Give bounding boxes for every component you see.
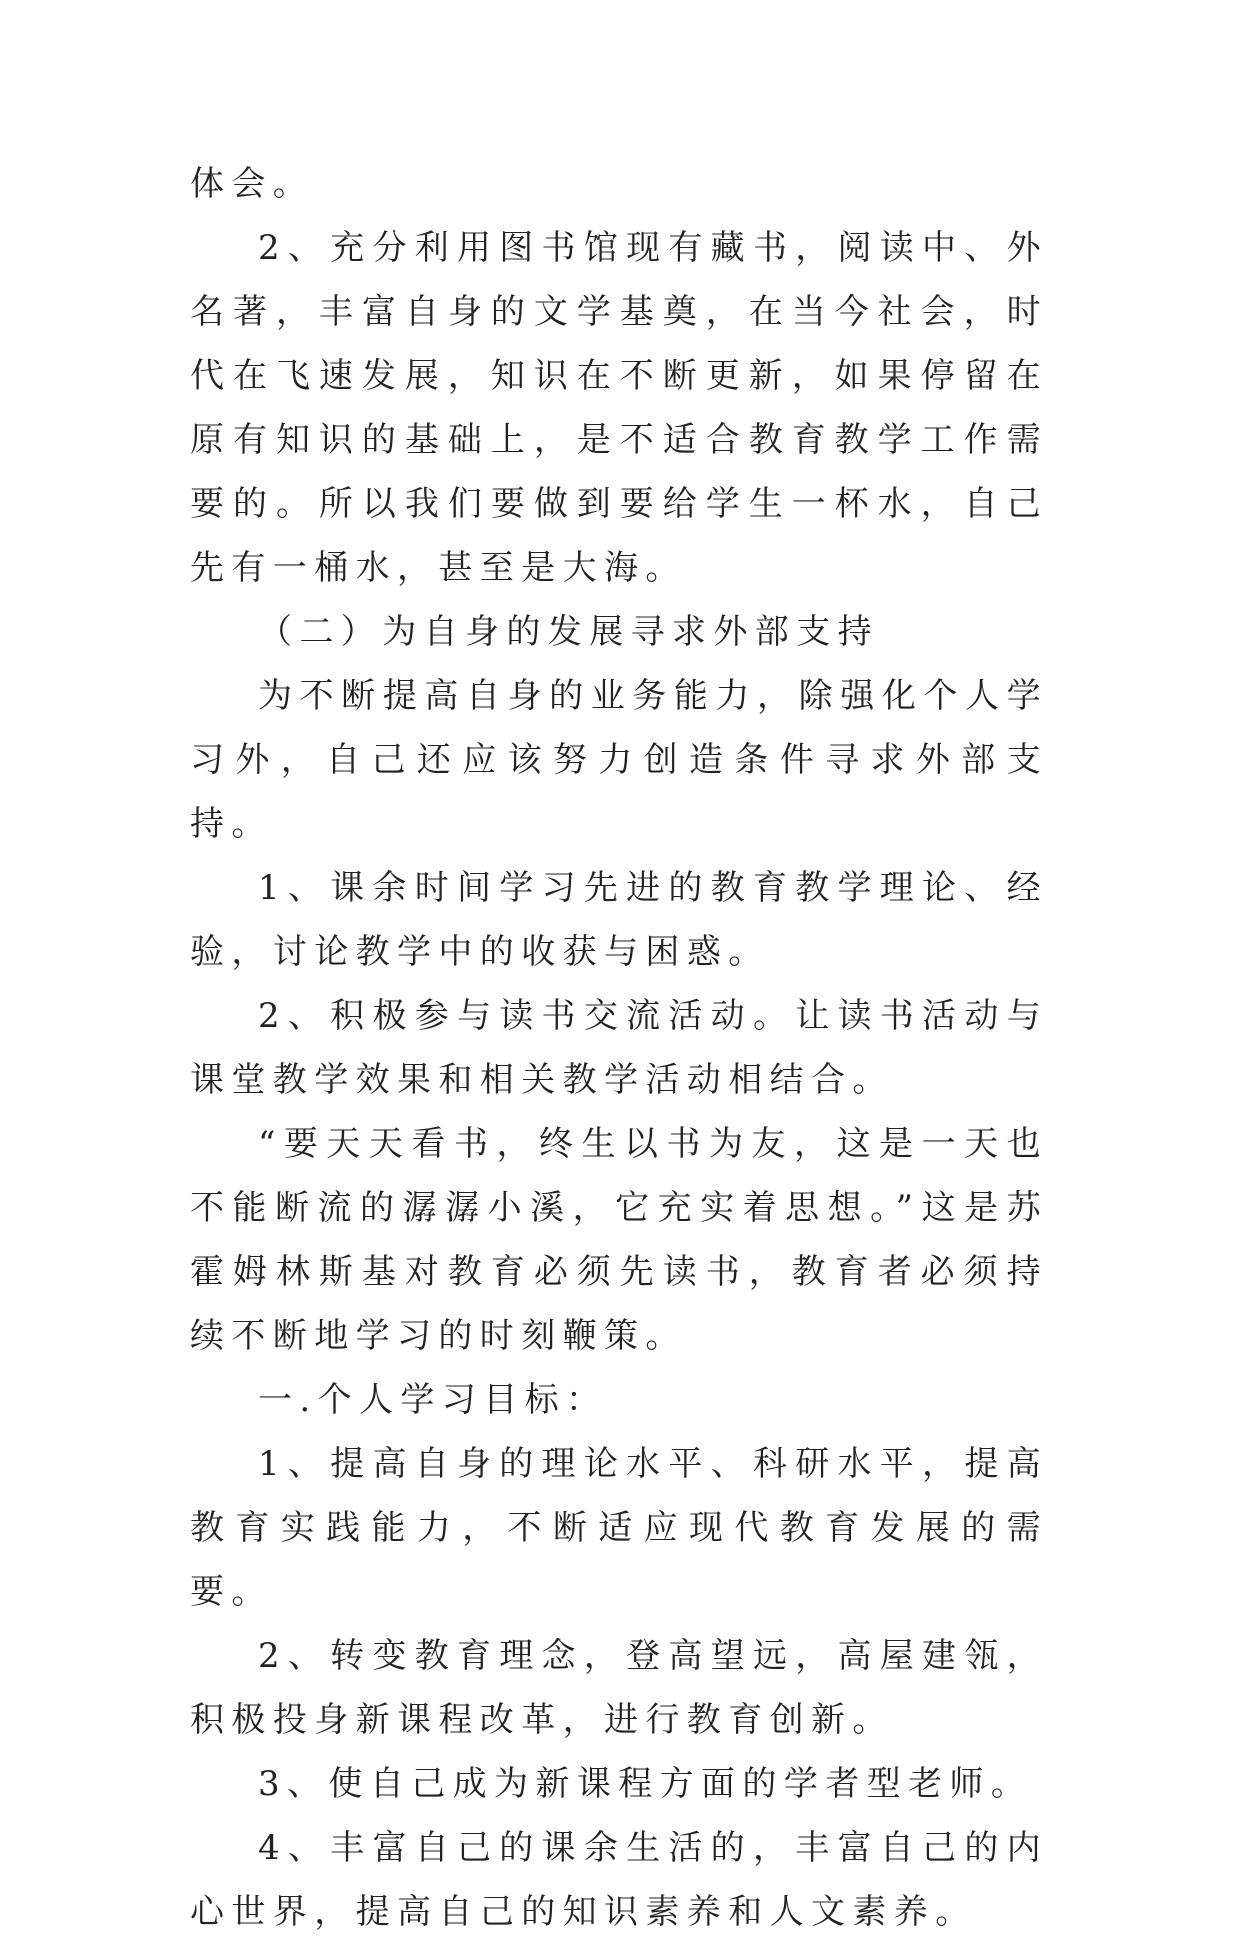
paragraph-external-support-intro: 为不断提高自身的业务能力，除强化个人学习外，自己还应该努力创造条件寻求外部支持。 (190, 676, 1048, 844)
paragraph-item-1-study: 1、课余时间学习先进的教育教学理论、经验，讨论教学中的收获与困惑。 (190, 868, 1048, 972)
section-heading-external-support: （二）为自身的发展寻求外部支持 (258, 612, 879, 652)
paragraph-item-2-reading-exchange: 2、积极参与读书交流活动。让读书活动与课堂教学效果和相关教学活动相结合。 (190, 996, 1048, 1100)
paragraph-goal-2: 2、转变教育理念，登高望远，高屋建瓴，积极投身新课程改革，进行教育创新。 (190, 1636, 1048, 1740)
paragraph-continuation: 体会。 (190, 164, 315, 204)
paragraph-quote: “要天天看书，终生以书为友，这是一天也不能断流的潺潺小溪，它充实着思想。”这是苏霍姆林斯基对教育必须先读书，教育者必须持续不断地学习的时刻鞭策。 (190, 1124, 1048, 1356)
paragraph-goal-1: 1、提高自身的理论水平、科研水平，提高教育实践能力，不断适应现代教育发展的需要。 (190, 1444, 1048, 1612)
document-body (190, 152, 1048, 1944)
section-heading-learning-goals: 一.个人学习目标： (258, 1380, 608, 1420)
paragraph-library-reading: 2、充分利用图书馆现有藏书，阅读中、外名著，丰富自身的文学基奠，在当今社会，时代在飞速发展，知识在不断更新，如果停留在原有知识的基础上，是不适合教育教学工作需要的。所以我们要做到要给学生一杯水，自己先有一桶水，甚至是大海。 (190, 228, 1048, 588)
paragraph-goal-4: 4、丰富自己的课余生活的，丰富自己的内心世界，提高自己的知识素养和人文素养。 (190, 1828, 1048, 1932)
paragraph-goal-3: 3、使自己成为新课程方面的学者型老师。 (258, 1764, 1033, 1804)
